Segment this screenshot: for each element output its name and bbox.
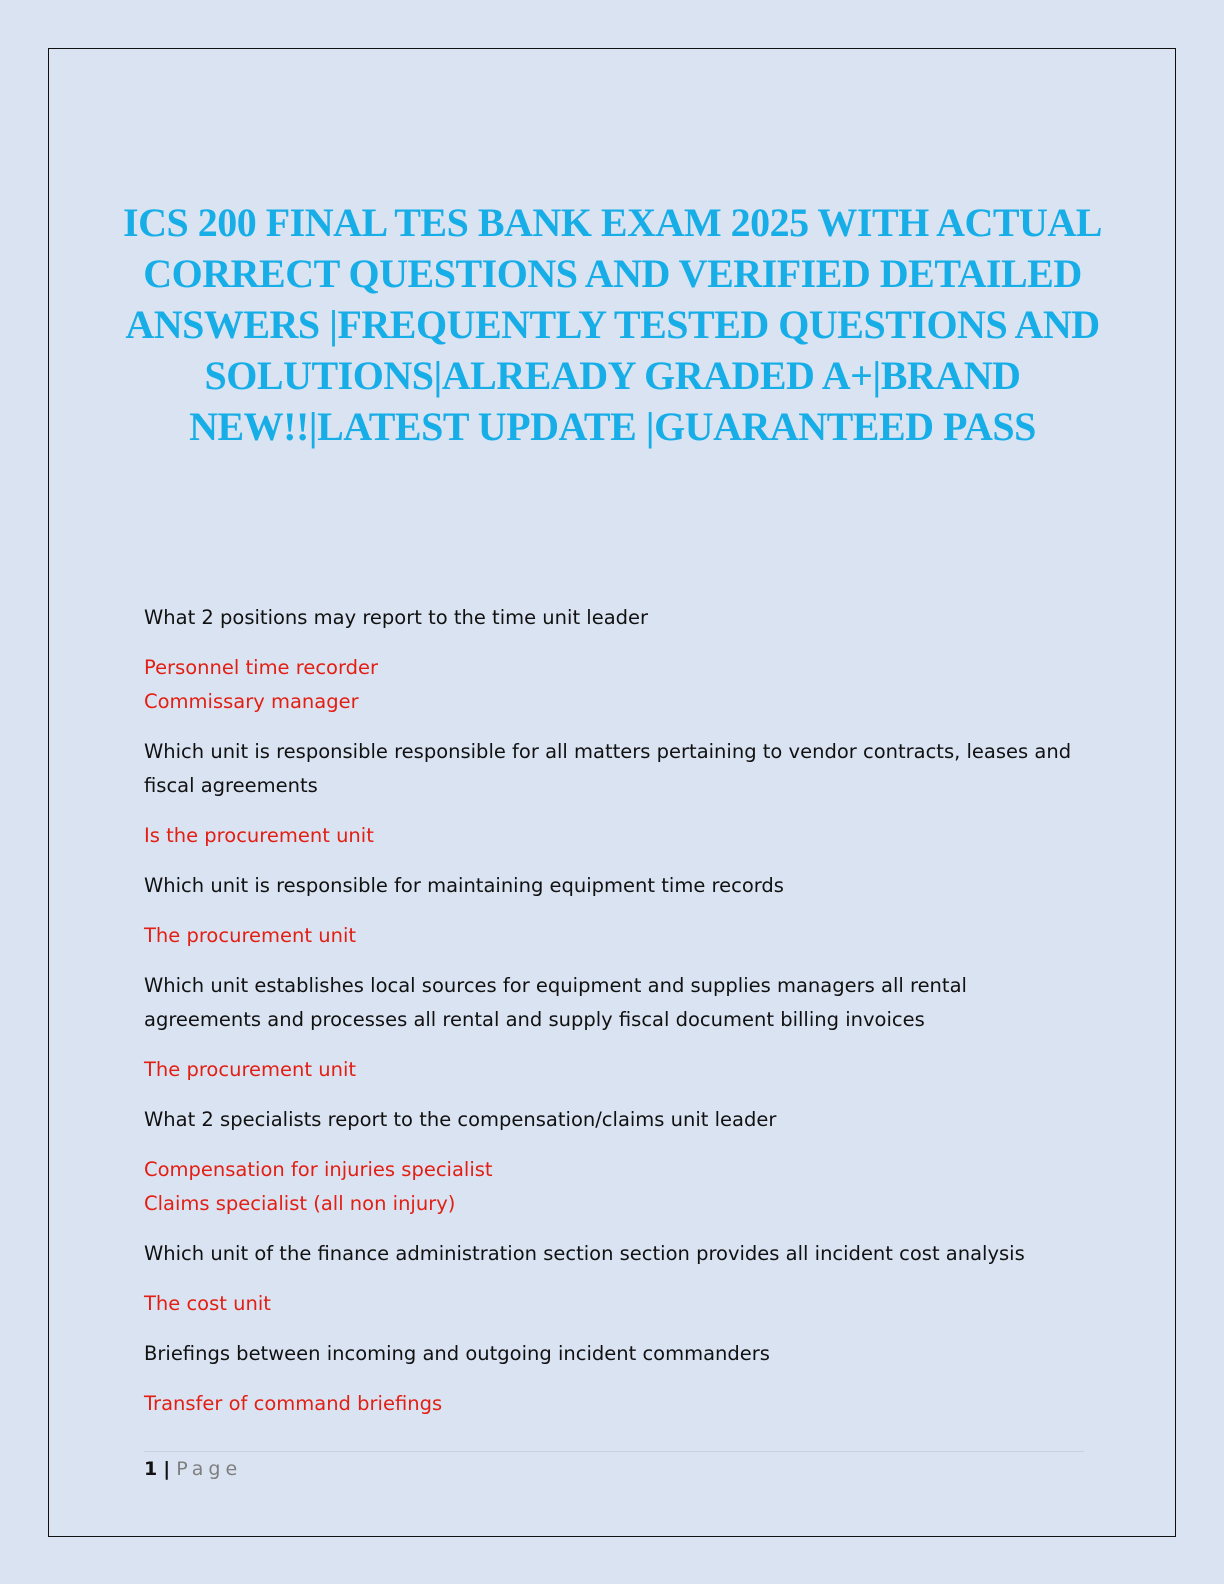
document-title: ICS 200 FINAL TES BANK EXAM 2025 WITH ACTUAL CORRECT QUESTIONS AND VERIFIED DETAILED ANSWERS |FREQUENTLY TESTED QUESTIONS AND SOLUTIONS|ALREADY GRADED A+|BRAND NEW!!|LATEST UPDATE |GUARANTEED PASS <box>123 200 1102 449</box>
page-label: Page <box>176 1458 243 1480</box>
qa-list <box>144 601 1084 1437</box>
answer-6-line-1: The cost unit <box>144 1292 271 1315</box>
answer-6 <box>144 1287 1084 1321</box>
question-6: Which unit of the finance administration section section provides all incident cost analysis <box>144 1242 1025 1265</box>
answer-4 <box>144 1053 1084 1087</box>
footer-divider <box>144 1451 1084 1452</box>
page-number: 1 <box>144 1458 158 1480</box>
answer-4-line-1: The procurement unit <box>144 1058 357 1081</box>
answer-5-line-2: Claims specialist (all non injury) <box>144 1192 456 1215</box>
answer-7 <box>144 1387 1084 1421</box>
answer-1-line-1: Personnel time recorder <box>144 656 379 679</box>
page-footer <box>144 1456 242 1482</box>
question-4: Which unit establishes local sources for equipment and supplies managers all rental agreements and processes all rental and supply fiscal document billing invoices <box>144 974 967 1031</box>
question-5: What 2 specialists report to the compensation/claims unit leader <box>144 1108 777 1131</box>
answer-2-line-1: Is the procurement unit <box>144 824 374 847</box>
answer-1-line-2: Commissary manager <box>144 690 359 713</box>
answer-2 <box>144 819 1084 853</box>
answer-3 <box>144 919 1084 953</box>
answer-7-line-1: Transfer of command briefings <box>144 1392 443 1415</box>
question-1: What 2 positions may report to the time unit leader <box>144 606 649 629</box>
question-3: Which unit is responsible for maintaining equipment time records <box>144 874 784 897</box>
question-7: Briefings between incoming and outgoing incident commanders <box>144 1342 770 1365</box>
footer-separator: | <box>163 1458 171 1480</box>
answer-5-line-1: Compensation for injuries specialist <box>144 1158 493 1181</box>
answer-3-line-1: The procurement unit <box>144 924 357 947</box>
answer-5 <box>144 1153 1084 1221</box>
question-2: Which unit is responsible responsible for all matters pertaining to vendor contracts, leases and fiscal agreements <box>144 740 1072 797</box>
answer-1 <box>144 651 1084 719</box>
